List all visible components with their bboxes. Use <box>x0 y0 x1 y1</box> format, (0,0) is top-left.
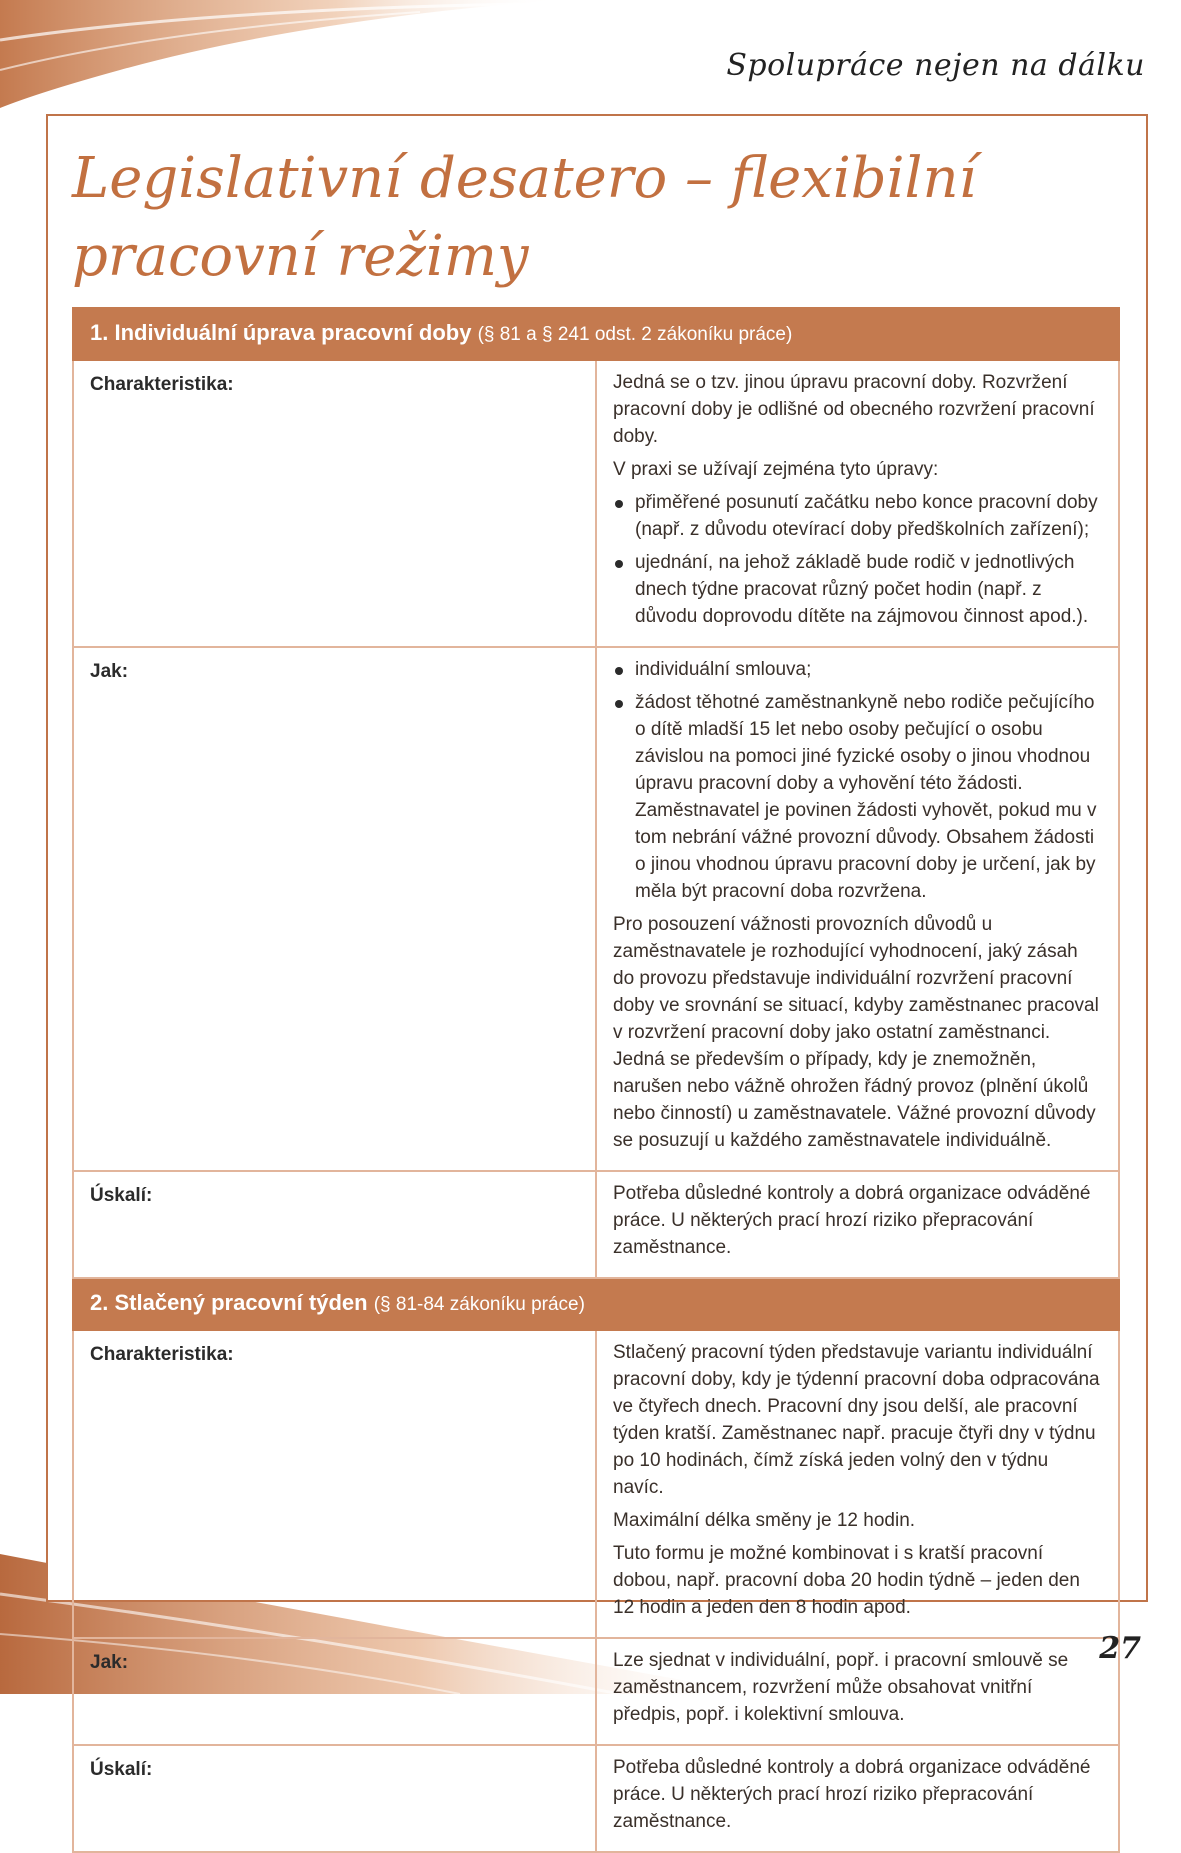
rule-row <box>73 1171 1119 1278</box>
rule-row <box>73 1330 1119 1638</box>
running-head: Spolupráce nejen na dálku <box>726 48 1145 83</box>
bullet-item: žádost těhotné zaměstnankyně nebo rodiče pečujícího o dítě mladší 15 let nebo osoby pečující o osobu závislou na pomoci jiné fyzické osoby o jinou vhodnou úpravu pracovní doby a vyhovění této žádosti. Zaměstnavatel je povinen žádosti vyhovět, pokud mu v tom nebrání vážné provozní důvody. Obsahem žádosti o jinou vhodnou úpravu pracovní doby je určení, jak by měla být pracovní doba rozvržena. <box>635 689 1104 905</box>
row-content <box>596 360 1119 647</box>
rule-row <box>73 360 1119 647</box>
rule-row <box>73 1745 1119 1852</box>
bullet-item: přiměřené posunutí začátku nebo konce pracovní doby (např. z důvodu otevírací doby předškolních zařízení); <box>635 489 1104 543</box>
paragraph: Maximální délka směny je 12 hodin. <box>613 1510 916 1531</box>
paragraph: Pro posouzení vážnosti provozních důvodů u zaměstnavatele je rozhodující vyhodnocení, jaký zásah do provozu představuje individuální rozvržení pracovní doby ve srovnání se situací, kdyby zaměstnanec pracoval v rozvržení pracovní doby jako ostatní zaměstnanci. Jedná se především o případy, kdy je znemožněn, narušen nebo vážně ohrožen řádný provoz (plnění úkolů nebo činností) u zaměstnavatele. Vážné provozní důvody se posuzují u každého zaměstnavatele individuálně. <box>613 914 1099 1151</box>
section-reference: (§ 81-84 zákoníku práce) <box>373 1294 585 1315</box>
section-header <box>73 308 1119 360</box>
rule-row <box>73 1638 1119 1745</box>
row-content <box>596 1171 1119 1278</box>
bullet-list <box>613 489 1104 630</box>
section-header-cell <box>73 1278 1119 1330</box>
paragraph: Jedná se o tzv. jinou úpravu pracovní doby. Rozvržení pracovní doby je odlišné od obecného rozvržení pracovní doby. <box>613 372 1095 447</box>
row-content <box>596 1745 1119 1852</box>
row-label: Charakteristika: <box>73 1330 596 1638</box>
row-content <box>596 647 1119 1171</box>
section-number: 1. <box>90 320 109 345</box>
page-number: 27 <box>1099 1631 1141 1666</box>
paragraph: Tuto formu je možné kombinovat i s kratší pracovní dobou, např. pracovní doba 20 hodin týdně – jeden den 12 hodin a jeden den 8 hodin apod. <box>613 1543 1080 1618</box>
bullet-list <box>613 656 1104 905</box>
section-reference: (§ 81 a § 241 odst. 2 zákoníku práce) <box>477 324 793 345</box>
row-label: Úskalí: <box>73 1745 596 1852</box>
bullet-item: ujednání, na jehož základě bude rodič v jednotlivých dnech týdne pracovat různý počet hodin (např. z důvodu doprovodu dítěte na zájmovou činnost apod.). <box>635 549 1104 630</box>
section-number: 2. <box>90 1290 109 1315</box>
paragraph: Potřeba důsledné kontroly a dobrá organizace odváděné práce. U některých prací hrozí riziko přepracování zaměstnance. <box>613 1183 1091 1258</box>
bullet-item: individuální smlouva; <box>635 656 1104 683</box>
decorative-swoosh-top <box>0 0 560 110</box>
section-title: Individuální úprava pracovní doby <box>114 320 472 345</box>
rule-row <box>73 647 1119 1171</box>
paragraph: V praxi se užívají zejména tyto úpravy: <box>613 459 939 480</box>
row-content <box>596 1638 1119 1745</box>
paragraph: Potřeba důsledné kontroly a dobrá organizace odváděné práce. U některých prací hrozí riziko přepracování zaměstnance. <box>613 1757 1091 1832</box>
row-label: Charakteristika: <box>73 360 596 647</box>
section-header <box>73 1278 1119 1330</box>
row-label: Jak: <box>73 1638 596 1745</box>
page-title: Legislativní desatero – flexibilní pracovní režimy <box>72 146 977 289</box>
section-header-cell <box>73 308 1119 360</box>
row-label: Jak: <box>73 647 596 1171</box>
row-label: Úskalí: <box>73 1171 596 1278</box>
row-content <box>596 1330 1119 1638</box>
rules-table <box>72 307 1120 1853</box>
paragraph: Stlačený pracovní týden představuje variantu individuální pracovní doby, kdy je týdenní pracovní doba odpracována ve čtyřech dnech. Pracovní dny jsou delší, ale pracovní týden kratší. Zaměstnanec např. pracuje čtyři dny v týdnu po 10 hodinách, čímž získá jeden volný den v týdnu navíc. <box>613 1342 1100 1498</box>
section-title: Stlačený pracovní týden <box>114 1290 368 1315</box>
paragraph: Lze sjednat v individuální, popř. i pracovní smlouvě se zaměstnancem, rozvržení může obsahovat vnitřní předpis, popř. i kolektivní smlouva. <box>613 1650 1069 1725</box>
